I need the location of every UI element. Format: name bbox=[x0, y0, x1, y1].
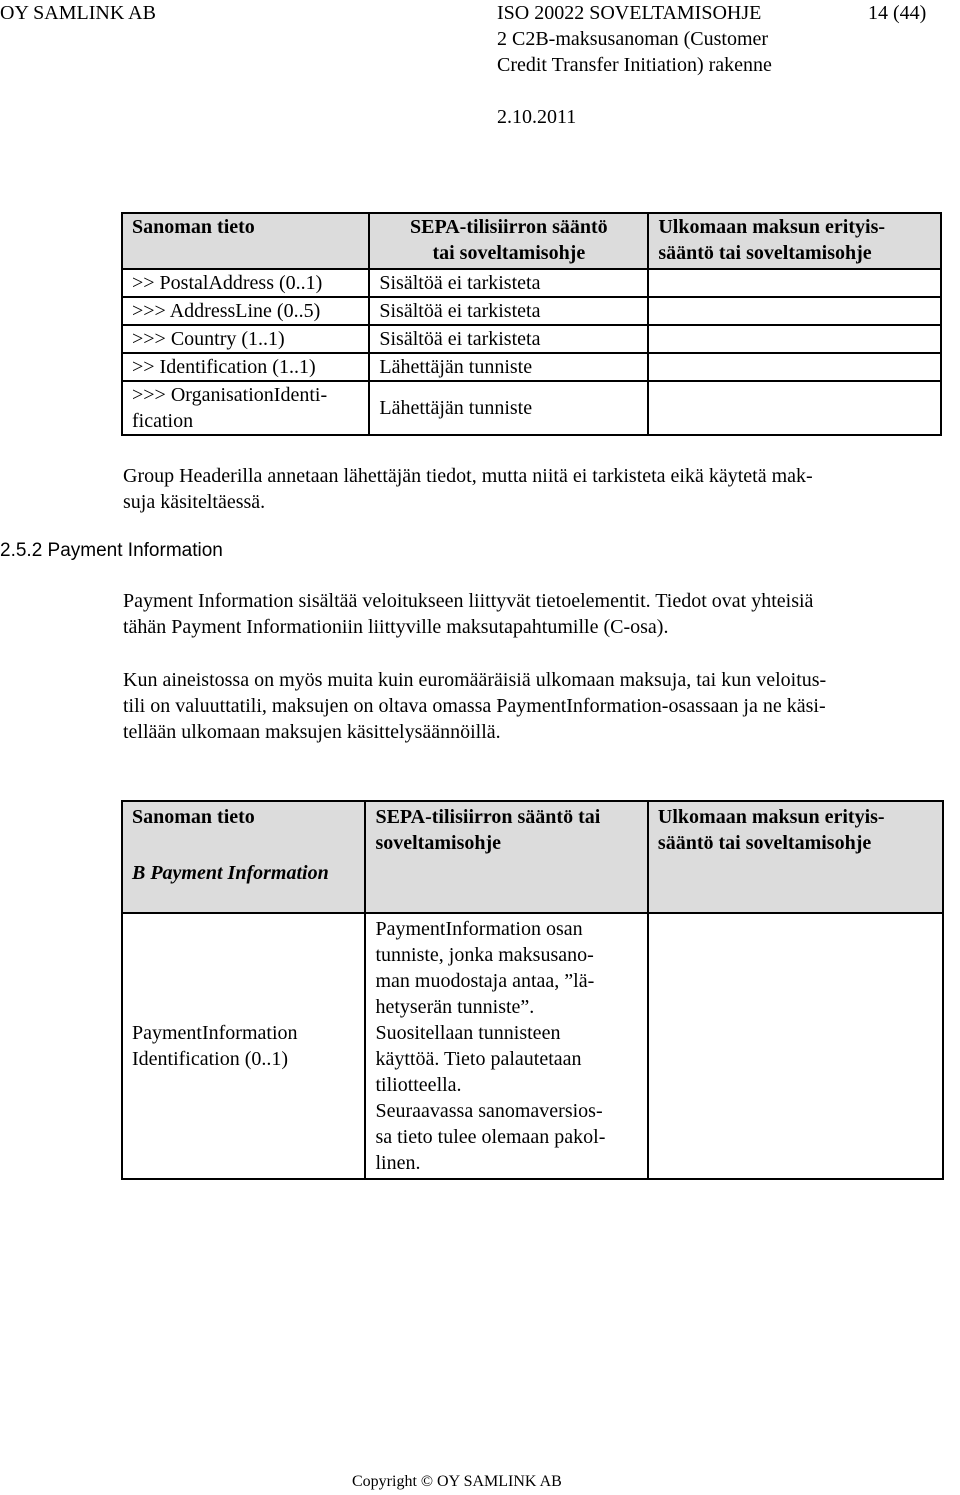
table-row bbox=[122, 297, 941, 325]
sepa-cell: Sisältöä ei tarkisteta bbox=[369, 325, 648, 353]
table-payment-information bbox=[121, 800, 944, 1180]
foreign-cell bbox=[648, 325, 941, 353]
sepa-text-line: hetyserän tunniste”. bbox=[375, 996, 535, 1018]
header-label: SEPA-tilisiirron sääntö tai bbox=[375, 806, 601, 828]
page-number: 14 (44) bbox=[868, 2, 927, 24]
table-row bbox=[122, 913, 943, 1179]
field-cell: >> PostalAddress (0..1) bbox=[122, 269, 369, 297]
header-cell-foreign bbox=[648, 213, 941, 269]
company-name: OY SAMLINK AB bbox=[0, 2, 156, 24]
field-cell bbox=[122, 913, 365, 1179]
table-row bbox=[122, 325, 941, 353]
sepa-cell: Lähettäjän tunniste bbox=[369, 353, 648, 381]
text-line: Kun aineistossa on myös muita kuin euromääräisiä ulkomaan maksuja, tai kun veloitus- bbox=[123, 669, 827, 691]
header-cell-field bbox=[122, 213, 369, 269]
paragraph-group-header bbox=[123, 463, 923, 515]
sepa-cell bbox=[365, 913, 647, 1179]
foreign-cell bbox=[648, 913, 943, 1179]
text-line: tili on valuuttatili, maksujen on oltava omassa PaymentInformation-osassaan ja ne käsi- bbox=[123, 695, 826, 717]
header-label: Ulkomaan maksun erityis- bbox=[657, 806, 885, 828]
sepa-text-line: man muodostaja antaa, ”lä- bbox=[375, 970, 595, 992]
table-header-row bbox=[122, 213, 941, 269]
table-address-identification bbox=[121, 212, 942, 436]
header-label: SEPA-tilisiirron sääntö bbox=[410, 216, 608, 238]
table-row bbox=[122, 269, 941, 297]
text-line: suja käsiteltäessä. bbox=[123, 491, 266, 513]
document-title: ISO 20022 SOVELTAMISOHJE bbox=[497, 2, 762, 24]
table-row bbox=[122, 353, 941, 381]
sepa-text-line: linen. bbox=[375, 1152, 421, 1174]
document-header bbox=[497, 0, 772, 78]
text-line: tellään ulkomaan maksujen käsittelysäännöillä. bbox=[123, 721, 501, 743]
table-row bbox=[122, 381, 941, 435]
field-text: fication bbox=[132, 410, 194, 432]
table-header-row bbox=[122, 801, 943, 913]
foreign-cell bbox=[648, 353, 941, 381]
header-sublabel: B Payment Information bbox=[132, 862, 329, 884]
text-line: Group Headerilla annetaan lähettäjän tiedot, mutta niitä ei tarkisteta eikä käytetä mak- bbox=[123, 465, 813, 487]
field-cell: >>> Country (1..1) bbox=[122, 325, 369, 353]
header-label: Sanoman tieto bbox=[132, 806, 255, 828]
header-label: soveltamisohje bbox=[375, 832, 502, 854]
field-text: >>> OrganisationIdenti- bbox=[132, 384, 328, 406]
header-label: sääntö tai soveltamisohje bbox=[657, 832, 872, 854]
sepa-text-line: Seuraavassa sanomaversios- bbox=[375, 1100, 603, 1122]
field-text: Identification (0..1) bbox=[132, 1048, 289, 1070]
paragraph-payment-information bbox=[123, 588, 923, 640]
header-cell-sepa bbox=[365, 801, 647, 913]
foreign-cell bbox=[648, 381, 941, 435]
header-cell-sepa bbox=[369, 213, 648, 269]
document-date: 2.10.2011 bbox=[497, 106, 577, 128]
sepa-text-line: Suositellaan tunnisteen bbox=[375, 1022, 561, 1044]
paragraph-foreign-payments bbox=[123, 667, 923, 745]
header-cell-foreign bbox=[648, 801, 943, 913]
field-cell: >> Identification (1..1) bbox=[122, 353, 369, 381]
sepa-text-line: tunniste, jonka maksusano- bbox=[375, 944, 594, 966]
header-cell-field bbox=[122, 801, 365, 913]
section-heading: 2.5.2 Payment Information bbox=[0, 540, 223, 561]
header-label: Ulkomaan maksun erityis- bbox=[658, 216, 886, 238]
sepa-cell: Sisältöä ei tarkisteta bbox=[369, 297, 648, 325]
sepa-text-line: käyttöä. Tieto palautetaan bbox=[375, 1048, 582, 1070]
text-line: Payment Information sisältää veloitukseen liittyvät tietoelementit. Tiedot ovat yhteisiä bbox=[123, 590, 814, 612]
copyright-footer: Copyright © OY SAMLINK AB bbox=[352, 1473, 562, 1490]
sepa-text-line: sa tieto tulee olemaan pakol- bbox=[375, 1126, 606, 1148]
sepa-text-line: PaymentInformation osan bbox=[375, 918, 583, 940]
sepa-text-line: tiliotteella. bbox=[375, 1074, 462, 1096]
header-label: sääntö tai soveltamisohje bbox=[658, 242, 872, 264]
text-line: tähän Payment Informationiin liittyville maksutapahtumille (C-osa). bbox=[123, 616, 669, 638]
field-cell bbox=[122, 381, 369, 435]
field-cell: >>> AddressLine (0..5) bbox=[122, 297, 369, 325]
header-label: tai soveltamisohje bbox=[432, 242, 586, 264]
sepa-cell: Lähettäjän tunniste bbox=[369, 381, 648, 435]
section-title-line2: Credit Transfer Initiation) rakenne bbox=[497, 54, 772, 76]
sepa-cell: Sisältöä ei tarkisteta bbox=[369, 269, 648, 297]
foreign-cell bbox=[648, 297, 941, 325]
foreign-cell bbox=[648, 269, 941, 297]
section-title-line1: 2 C2B-maksusanoman (Customer bbox=[497, 28, 769, 50]
field-text: PaymentInformation bbox=[132, 1022, 298, 1044]
header-label: Sanoman tieto bbox=[132, 216, 255, 238]
